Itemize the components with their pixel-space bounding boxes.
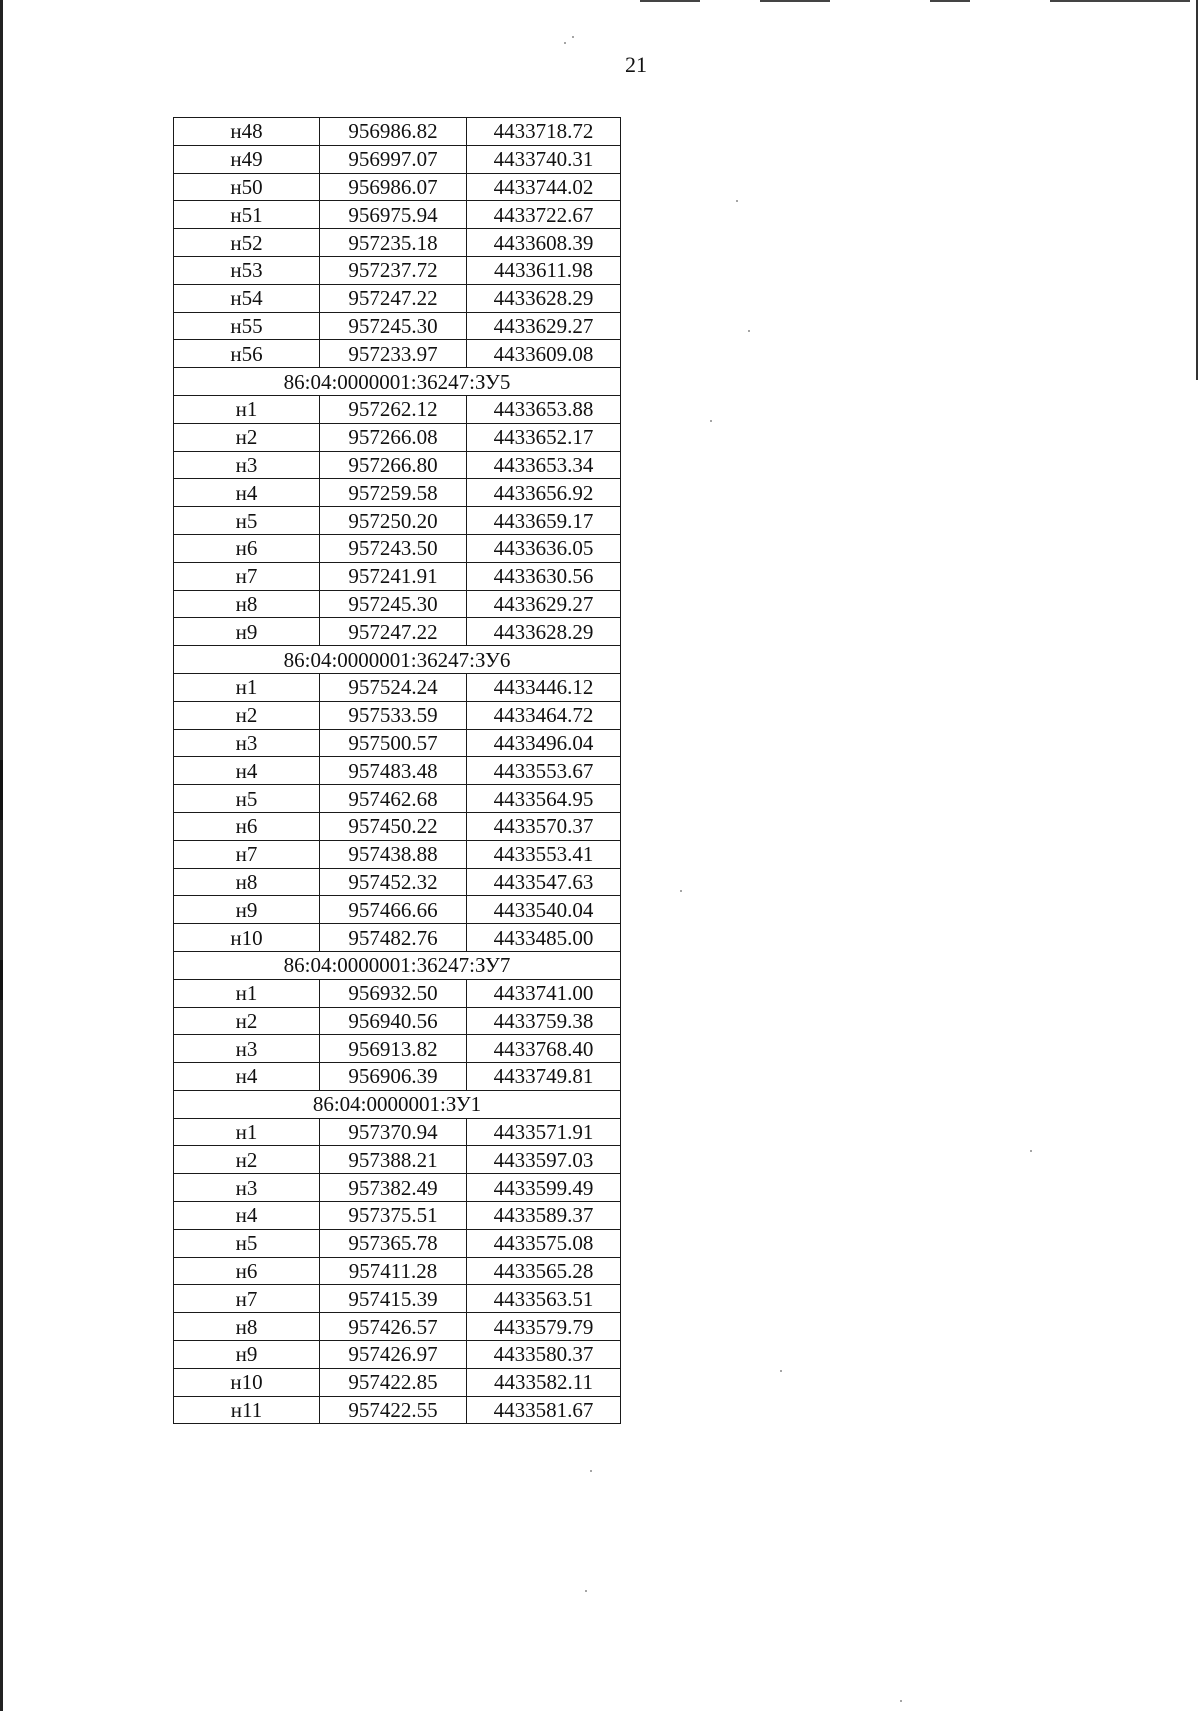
table-row xyxy=(174,451,621,479)
point-number-cell: н6 xyxy=(174,1257,320,1285)
x-coordinate-cell: 956913.82 xyxy=(320,1035,467,1063)
coordinates-table xyxy=(173,117,621,1424)
point-number-cell: н2 xyxy=(174,423,320,451)
table-row xyxy=(174,534,621,562)
y-coordinate-cell: 4433581.67 xyxy=(467,1396,621,1424)
x-coordinate-cell: 957247.22 xyxy=(320,618,467,646)
x-coordinate-cell: 956997.07 xyxy=(320,145,467,173)
point-number-cell: н5 xyxy=(174,785,320,813)
y-coordinate-cell: 4433741.00 xyxy=(467,979,621,1007)
y-coordinate-cell: 4433571.91 xyxy=(467,1118,621,1146)
table-row xyxy=(174,729,621,757)
y-coordinate-cell: 4433563.51 xyxy=(467,1285,621,1313)
table-row xyxy=(174,479,621,507)
x-coordinate-cell: 957524.24 xyxy=(320,673,467,701)
point-number-cell: н11 xyxy=(174,1396,320,1424)
point-number-cell: н48 xyxy=(174,118,320,146)
scan-top-line xyxy=(1050,0,1190,2)
y-coordinate-cell: 4433740.31 xyxy=(467,145,621,173)
x-coordinate-cell: 956986.07 xyxy=(320,173,467,201)
x-coordinate-cell: 957450.22 xyxy=(320,812,467,840)
coordinates-table-body xyxy=(174,118,621,1424)
section-header-row xyxy=(174,368,621,396)
point-number-cell: н2 xyxy=(174,701,320,729)
point-number-cell: н9 xyxy=(174,1341,320,1369)
table-row xyxy=(174,145,621,173)
y-coordinate-cell: 4433636.05 xyxy=(467,534,621,562)
table-row xyxy=(174,312,621,340)
table-row xyxy=(174,562,621,590)
point-number-cell: н52 xyxy=(174,229,320,257)
x-coordinate-cell: 957388.21 xyxy=(320,1146,467,1174)
x-coordinate-cell: 957243.50 xyxy=(320,534,467,562)
point-number-cell: н54 xyxy=(174,284,320,312)
table-row xyxy=(174,1118,621,1146)
x-coordinate-cell: 956932.50 xyxy=(320,979,467,1007)
y-coordinate-cell: 4433629.27 xyxy=(467,312,621,340)
x-coordinate-cell: 957483.48 xyxy=(320,757,467,785)
x-coordinate-cell: 957235.18 xyxy=(320,229,467,257)
scan-top-line xyxy=(640,0,700,2)
table-row xyxy=(174,618,621,646)
point-number-cell: н2 xyxy=(174,1146,320,1174)
point-number-cell: н5 xyxy=(174,1229,320,1257)
point-number-cell: н6 xyxy=(174,534,320,562)
x-coordinate-cell: 957422.85 xyxy=(320,1368,467,1396)
scan-speck xyxy=(680,890,682,892)
y-coordinate-cell: 4433608.39 xyxy=(467,229,621,257)
point-number-cell: н7 xyxy=(174,562,320,590)
x-coordinate-cell: 957245.30 xyxy=(320,312,467,340)
table-row xyxy=(174,1202,621,1230)
scan-speck xyxy=(564,42,566,44)
y-coordinate-cell: 4433464.72 xyxy=(467,701,621,729)
x-coordinate-cell: 957466.66 xyxy=(320,896,467,924)
x-coordinate-cell: 957533.59 xyxy=(320,701,467,729)
x-coordinate-cell: 957452.32 xyxy=(320,868,467,896)
point-number-cell: н2 xyxy=(174,1007,320,1035)
table-row xyxy=(174,1257,621,1285)
point-number-cell: н1 xyxy=(174,673,320,701)
table-row xyxy=(174,284,621,312)
table-row xyxy=(174,1285,621,1313)
table-row xyxy=(174,868,621,896)
point-number-cell: н4 xyxy=(174,1063,320,1091)
section-header-row xyxy=(174,1090,621,1118)
y-coordinate-cell: 4433540.04 xyxy=(467,896,621,924)
table-row xyxy=(174,896,621,924)
x-coordinate-cell: 957426.97 xyxy=(320,1341,467,1369)
table-row xyxy=(174,118,621,146)
x-coordinate-cell: 957237.72 xyxy=(320,256,467,284)
x-coordinate-cell: 957233.97 xyxy=(320,340,467,368)
x-coordinate-cell: 957438.88 xyxy=(320,840,467,868)
y-coordinate-cell: 4433589.37 xyxy=(467,1202,621,1230)
x-coordinate-cell: 957382.49 xyxy=(320,1174,467,1202)
scan-speck xyxy=(736,200,738,202)
y-coordinate-cell: 4433597.03 xyxy=(467,1146,621,1174)
section-label: 86:04:0000001:ЗУ1 xyxy=(174,1090,621,1118)
point-number-cell: н7 xyxy=(174,1285,320,1313)
point-number-cell: н55 xyxy=(174,312,320,340)
point-number-cell: н3 xyxy=(174,1035,320,1063)
table-row xyxy=(174,924,621,952)
point-number-cell: н3 xyxy=(174,1174,320,1202)
section-header-row xyxy=(174,646,621,674)
table-row xyxy=(174,812,621,840)
x-coordinate-cell: 957241.91 xyxy=(320,562,467,590)
table-row xyxy=(174,1007,621,1035)
scan-speck xyxy=(572,36,574,38)
point-number-cell: н7 xyxy=(174,840,320,868)
point-number-cell: н56 xyxy=(174,340,320,368)
point-number-cell: н49 xyxy=(174,145,320,173)
x-coordinate-cell: 957411.28 xyxy=(320,1257,467,1285)
x-coordinate-cell: 957462.68 xyxy=(320,785,467,813)
x-coordinate-cell: 957259.58 xyxy=(320,479,467,507)
section-label: 86:04:0000001:36247:ЗУ7 xyxy=(174,951,621,979)
table-row xyxy=(174,1396,621,1424)
y-coordinate-cell: 4433611.98 xyxy=(467,256,621,284)
x-coordinate-cell: 957365.78 xyxy=(320,1229,467,1257)
table-row xyxy=(174,1174,621,1202)
y-coordinate-cell: 4433609.08 xyxy=(467,340,621,368)
y-coordinate-cell: 4433722.67 xyxy=(467,201,621,229)
table-row xyxy=(174,1368,621,1396)
y-coordinate-cell: 4433599.49 xyxy=(467,1174,621,1202)
point-number-cell: н5 xyxy=(174,507,320,535)
point-number-cell: н51 xyxy=(174,201,320,229)
scan-top-line xyxy=(760,0,830,2)
scan-edge-right xyxy=(1196,0,1198,380)
y-coordinate-cell: 4433630.56 xyxy=(467,562,621,590)
section-label: 86:04:0000001:36247:ЗУ5 xyxy=(174,368,621,396)
scan-speck xyxy=(590,1470,592,1472)
y-coordinate-cell: 4433653.88 xyxy=(467,395,621,423)
y-coordinate-cell: 4433659.17 xyxy=(467,507,621,535)
y-coordinate-cell: 4433653.34 xyxy=(467,451,621,479)
x-coordinate-cell: 956940.56 xyxy=(320,1007,467,1035)
point-number-cell: н53 xyxy=(174,256,320,284)
table-row xyxy=(174,590,621,618)
y-coordinate-cell: 4433628.29 xyxy=(467,284,621,312)
table-row xyxy=(174,201,621,229)
x-coordinate-cell: 957250.20 xyxy=(320,507,467,535)
y-coordinate-cell: 4433580.37 xyxy=(467,1341,621,1369)
y-coordinate-cell: 4433553.41 xyxy=(467,840,621,868)
scan-speck xyxy=(710,420,712,422)
y-coordinate-cell: 4433570.37 xyxy=(467,812,621,840)
point-number-cell: н50 xyxy=(174,173,320,201)
table-row xyxy=(174,256,621,284)
table-row xyxy=(174,757,621,785)
x-coordinate-cell: 957426.57 xyxy=(320,1313,467,1341)
point-number-cell: н3 xyxy=(174,451,320,479)
y-coordinate-cell: 4433496.04 xyxy=(467,729,621,757)
scan-speck xyxy=(900,1700,902,1702)
y-coordinate-cell: 4433565.28 xyxy=(467,1257,621,1285)
x-coordinate-cell: 956906.39 xyxy=(320,1063,467,1091)
scan-top-line xyxy=(930,0,970,2)
table-row xyxy=(174,1063,621,1091)
y-coordinate-cell: 4433564.95 xyxy=(467,785,621,813)
table-row xyxy=(174,1146,621,1174)
y-coordinate-cell: 4433485.00 xyxy=(467,924,621,952)
table-row xyxy=(174,423,621,451)
y-coordinate-cell: 4433652.17 xyxy=(467,423,621,451)
y-coordinate-cell: 4433547.63 xyxy=(467,868,621,896)
x-coordinate-cell: 957415.39 xyxy=(320,1285,467,1313)
x-coordinate-cell: 957422.55 xyxy=(320,1396,467,1424)
x-coordinate-cell: 957247.22 xyxy=(320,284,467,312)
point-number-cell: н4 xyxy=(174,1202,320,1230)
table-row xyxy=(174,840,621,868)
table-row xyxy=(174,507,621,535)
table-row xyxy=(174,1341,621,1369)
page-number: 21 xyxy=(625,52,647,77)
table-row xyxy=(174,979,621,1007)
y-coordinate-cell: 4433579.79 xyxy=(467,1313,621,1341)
x-coordinate-cell: 957375.51 xyxy=(320,1202,467,1230)
table-row xyxy=(174,1229,621,1257)
point-number-cell: н10 xyxy=(174,924,320,952)
scan-speck xyxy=(748,330,750,332)
x-coordinate-cell: 957262.12 xyxy=(320,395,467,423)
table-row xyxy=(174,673,621,701)
scan-left-mark xyxy=(0,960,3,1000)
point-number-cell: н4 xyxy=(174,479,320,507)
table-row xyxy=(174,395,621,423)
point-number-cell: н4 xyxy=(174,757,320,785)
point-number-cell: н9 xyxy=(174,618,320,646)
y-coordinate-cell: 4433744.02 xyxy=(467,173,621,201)
point-number-cell: н1 xyxy=(174,395,320,423)
table-row xyxy=(174,340,621,368)
y-coordinate-cell: 4433768.40 xyxy=(467,1035,621,1063)
table-row xyxy=(174,785,621,813)
section-label: 86:04:0000001:36247:ЗУ6 xyxy=(174,646,621,674)
point-number-cell: н8 xyxy=(174,1313,320,1341)
point-number-cell: н8 xyxy=(174,590,320,618)
scan-speck xyxy=(780,1370,782,1372)
y-coordinate-cell: 4433759.38 xyxy=(467,1007,621,1035)
x-coordinate-cell: 957482.76 xyxy=(320,924,467,952)
x-coordinate-cell: 956986.82 xyxy=(320,118,467,146)
x-coordinate-cell: 957245.30 xyxy=(320,590,467,618)
y-coordinate-cell: 4433629.27 xyxy=(467,590,621,618)
x-coordinate-cell: 957266.80 xyxy=(320,451,467,479)
x-coordinate-cell: 957266.08 xyxy=(320,423,467,451)
point-number-cell: н1 xyxy=(174,1118,320,1146)
point-number-cell: н10 xyxy=(174,1368,320,1396)
point-number-cell: н8 xyxy=(174,868,320,896)
table-row xyxy=(174,229,621,257)
point-number-cell: н1 xyxy=(174,979,320,1007)
x-coordinate-cell: 956975.94 xyxy=(320,201,467,229)
y-coordinate-cell: 4433582.11 xyxy=(467,1368,621,1396)
y-coordinate-cell: 4433553.67 xyxy=(467,757,621,785)
scan-left-mark xyxy=(0,760,3,820)
y-coordinate-cell: 4433628.29 xyxy=(467,618,621,646)
y-coordinate-cell: 4433575.08 xyxy=(467,1229,621,1257)
y-coordinate-cell: 4433656.92 xyxy=(467,479,621,507)
scan-edge-left xyxy=(0,0,3,1711)
point-number-cell: н6 xyxy=(174,812,320,840)
point-number-cell: н9 xyxy=(174,896,320,924)
point-number-cell: н3 xyxy=(174,729,320,757)
x-coordinate-cell: 957370.94 xyxy=(320,1118,467,1146)
scan-speck xyxy=(1030,1150,1032,1152)
table-row xyxy=(174,1035,621,1063)
table-row xyxy=(174,1313,621,1341)
table-row xyxy=(174,701,621,729)
y-coordinate-cell: 4433749.81 xyxy=(467,1063,621,1091)
table-row xyxy=(174,173,621,201)
section-header-row xyxy=(174,951,621,979)
x-coordinate-cell: 957500.57 xyxy=(320,729,467,757)
y-coordinate-cell: 4433446.12 xyxy=(467,673,621,701)
y-coordinate-cell: 4433718.72 xyxy=(467,118,621,146)
scan-speck xyxy=(585,1590,587,1592)
